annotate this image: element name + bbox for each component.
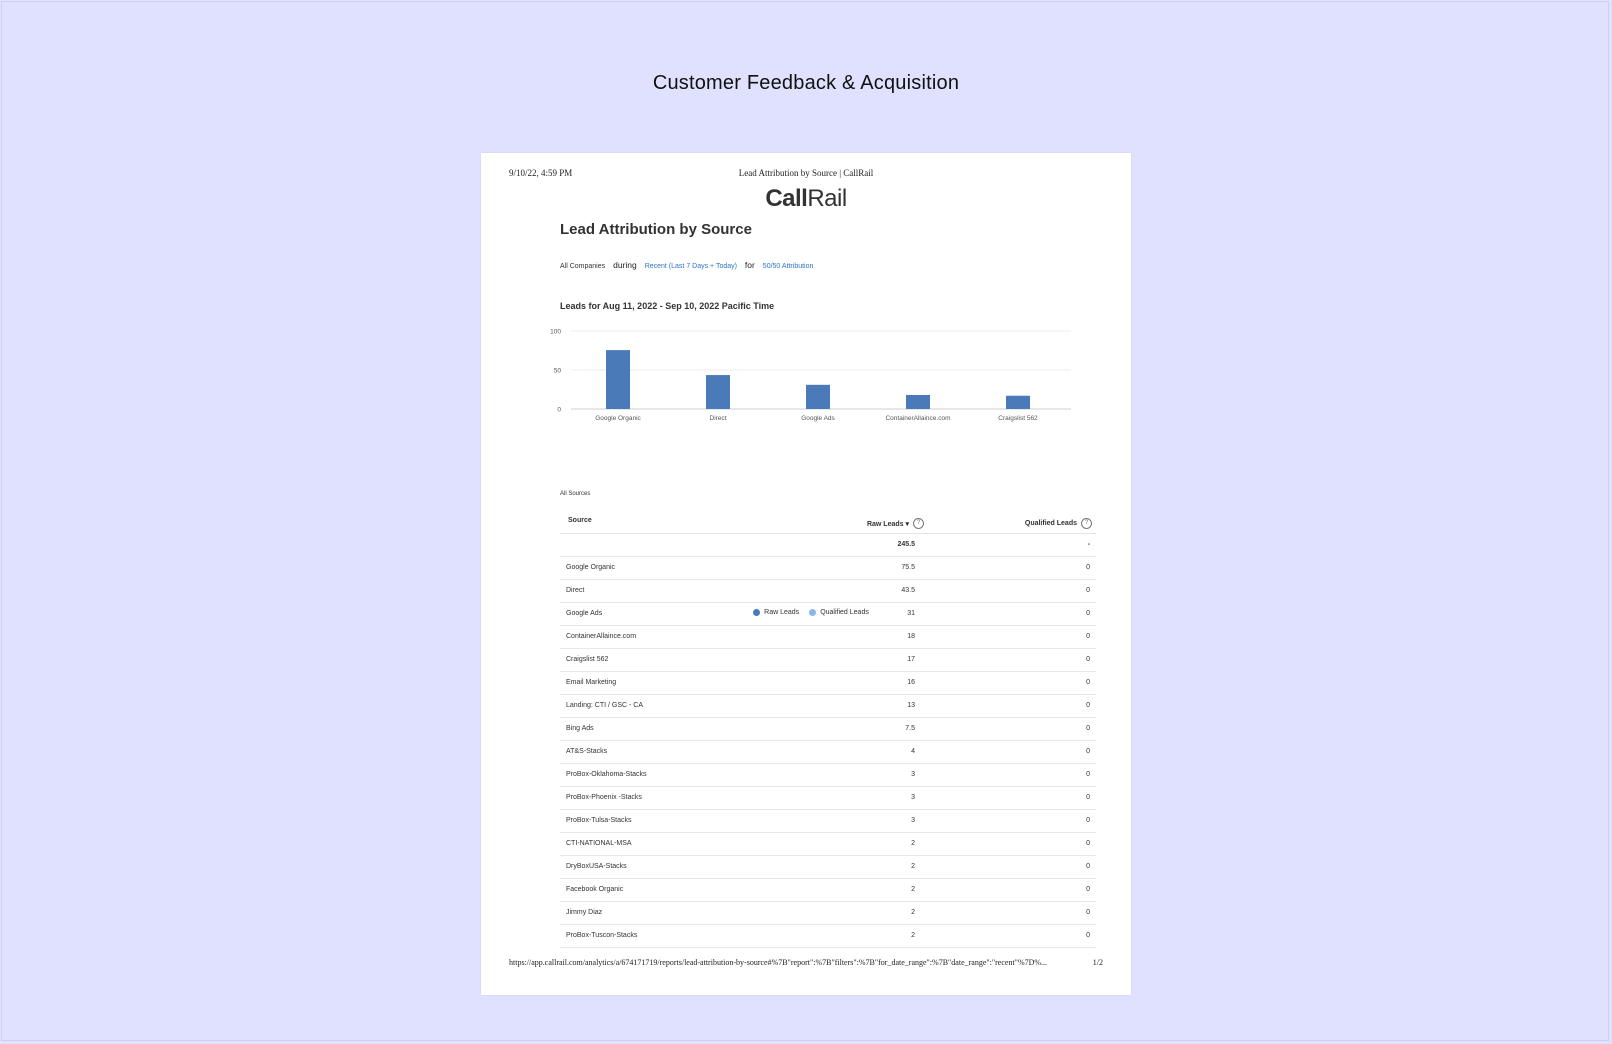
qualified-leads-cell: 0: [1086, 656, 1090, 663]
table-row: [560, 764, 1096, 787]
header-source[interactable]: Source: [568, 517, 592, 524]
logo-bold: Call: [765, 185, 808, 212]
qualified-leads-cell: 0: [1086, 564, 1090, 571]
source-cell[interactable]: ContainerAllaince.com: [566, 633, 637, 640]
raw-leads-cell: 18: [907, 633, 915, 640]
table-row: [560, 833, 1096, 856]
total-row: [560, 534, 1096, 557]
y-tick-label: 100: [550, 328, 561, 336]
table-row: [560, 925, 1096, 948]
qualified-leads-cell: 0: [1086, 702, 1090, 709]
raw-leads-cell: 31: [907, 610, 915, 617]
table-row: [560, 718, 1096, 741]
report-filters: [560, 260, 815, 270]
source-cell[interactable]: Google Organic: [566, 564, 616, 571]
x-tick-label: Direct: [709, 415, 727, 422]
qualified-leads-cell: 0: [1086, 748, 1090, 755]
footer-page-number: 1/2: [1092, 958, 1103, 967]
source-cell[interactable]: ProBox-Tuscon-Stacks: [566, 932, 638, 939]
raw-leads-cell: 3: [911, 794, 915, 801]
x-tick-label: ContainerAllaince.com: [885, 415, 951, 422]
callrail-logo: [481, 185, 1131, 213]
source-cell[interactable]: DryBoxUSA-Stacks: [566, 863, 627, 870]
raw-leads-cell: 2: [911, 932, 915, 939]
raw-leads-cell: 7.5: [905, 725, 915, 732]
attribution-filter[interactable]: 50/50 Attribution: [762, 263, 814, 270]
source-cell[interactable]: ProBox-Phoenix -Stacks: [566, 794, 642, 801]
total-qualified: -: [1087, 541, 1090, 548]
leads-date-heading: Leads for Aug 11, 2022 - Sep 10, 2022 Pacific Time: [560, 301, 775, 311]
report-page: [481, 153, 1131, 995]
bar-raw-leads: [606, 350, 630, 409]
footer-url: https://app.callrail.com/analytics/a/674171719/reports/lead-attribution-by-source#%7B"report":%7B"filters":%7B"for_date_range":%7B"date_range":"recent"%7D%...: [509, 958, 1048, 967]
table-row: [560, 810, 1096, 833]
table-row: [560, 557, 1096, 580]
date-range-filter[interactable]: Recent (Last 7 Days + Today): [644, 263, 737, 270]
source-cell[interactable]: ProBox-Oklahoma-Stacks: [566, 771, 647, 778]
source-cell[interactable]: AT&S-Stacks: [566, 748, 608, 755]
table-row: [560, 879, 1096, 902]
qualified-leads-cell: 0: [1086, 817, 1090, 824]
raw-leads-cell: 2: [911, 886, 915, 893]
help-icon[interactable]: ?: [913, 518, 924, 529]
source-cell[interactable]: Bing Ads: [566, 725, 594, 732]
table-row: [560, 580, 1096, 603]
table-body: [560, 557, 1096, 948]
report-title: Lead Attribution by Source: [560, 221, 752, 238]
source-cell[interactable]: CTI-NATIONAL-MSA: [566, 840, 632, 847]
header-raw-leads[interactable]: [867, 518, 924, 529]
x-tick-label: Craigslist 562: [998, 415, 1038, 422]
raw-leads-cell: 43.5: [901, 587, 915, 594]
table-row: [560, 856, 1096, 879]
table-header: [560, 510, 1096, 534]
table-row: [560, 695, 1096, 718]
raw-leads-cell: 16: [907, 679, 915, 686]
table-row: [560, 902, 1096, 925]
table-row: [560, 626, 1096, 649]
qualified-leads-cell: 0: [1086, 679, 1090, 686]
source-cell[interactable]: Facebook Organic: [566, 886, 624, 893]
qualified-leads-cell: 0: [1086, 725, 1090, 732]
print-date: 9/10/22, 4:59 PM: [509, 168, 573, 178]
qualified-leads-cell: 0: [1086, 886, 1090, 893]
raw-leads-cell: 13: [907, 702, 915, 709]
qualified-leads-cell: 0: [1086, 794, 1090, 801]
help-icon[interactable]: ?: [1081, 518, 1092, 529]
header-qualified-label: Qualified Leads: [1024, 520, 1077, 527]
source-cell[interactable]: Direct: [566, 587, 585, 594]
source-cell[interactable]: Jimmy Diaz: [566, 909, 603, 916]
source-cell[interactable]: Craigslist 562: [566, 656, 609, 663]
x-tick-label: Google Organic: [595, 415, 641, 422]
during-label: during: [613, 260, 637, 270]
raw-leads-cell: 3: [911, 771, 915, 778]
table-caption: All Sources: [560, 491, 591, 497]
table-row: [560, 672, 1096, 695]
y-tick-label: 0: [557, 406, 561, 414]
raw-leads-cell: 2: [911, 909, 915, 916]
qualified-leads-cell: 0: [1086, 633, 1090, 640]
logo-light: Rail: [807, 185, 847, 212]
companies-filter[interactable]: All Companies: [560, 263, 606, 270]
table-row: [560, 649, 1096, 672]
deck-title: Customer Feedback & Acquisition: [652, 72, 960, 94]
qualified-leads-cell: 0: [1086, 863, 1090, 870]
source-cell[interactable]: ProBox-Tulsa-Stacks: [566, 817, 632, 824]
raw-leads-cell: 75.5: [901, 564, 915, 571]
bar-raw-leads: [906, 395, 930, 409]
legend-label: Raw Leads: [764, 609, 800, 616]
header-qualified-leads[interactable]: [1025, 518, 1092, 529]
raw-leads-cell: 4: [911, 748, 915, 755]
bar-raw-leads: [806, 385, 830, 409]
qualified-leads-cell: 0: [1086, 909, 1090, 916]
qualified-leads-cell: 0: [1086, 932, 1090, 939]
legend-label: Qualified Leads: [820, 609, 869, 616]
qualified-leads-cell: 0: [1086, 610, 1090, 617]
source-cell[interactable]: Google Ads: [566, 610, 603, 617]
source-cell[interactable]: Landing: CTI / GSC - CA: [566, 702, 644, 709]
sources-table: [560, 510, 1096, 948]
for-label: for: [744, 260, 755, 270]
y-tick-label: 50: [553, 367, 561, 375]
qualified-leads-cell: 0: [1086, 840, 1090, 847]
raw-leads-cell: 17: [907, 656, 915, 663]
total-raw: 245.5: [897, 541, 915, 548]
chart-svg: [541, 321, 1081, 433]
bar-raw-leads: [1006, 396, 1030, 409]
x-tick-label: Google Ads: [801, 415, 835, 422]
table-row: [560, 741, 1096, 764]
bar-raw-leads: [706, 375, 730, 409]
qualified-leads-cell: 0: [1086, 771, 1090, 778]
raw-leads-cell: 2: [911, 840, 915, 847]
qualified-leads-cell: 0: [1086, 587, 1090, 594]
print-title: Lead Attribution by Source | CallRail: [738, 168, 874, 178]
header-raw-label: Raw Leads ▾: [866, 520, 909, 528]
table-row: [560, 603, 1096, 626]
source-cell[interactable]: Email Marketing: [566, 679, 617, 686]
raw-leads-cell: 2: [911, 863, 915, 870]
table-row: [560, 787, 1096, 810]
raw-leads-cell: 3: [911, 817, 915, 824]
